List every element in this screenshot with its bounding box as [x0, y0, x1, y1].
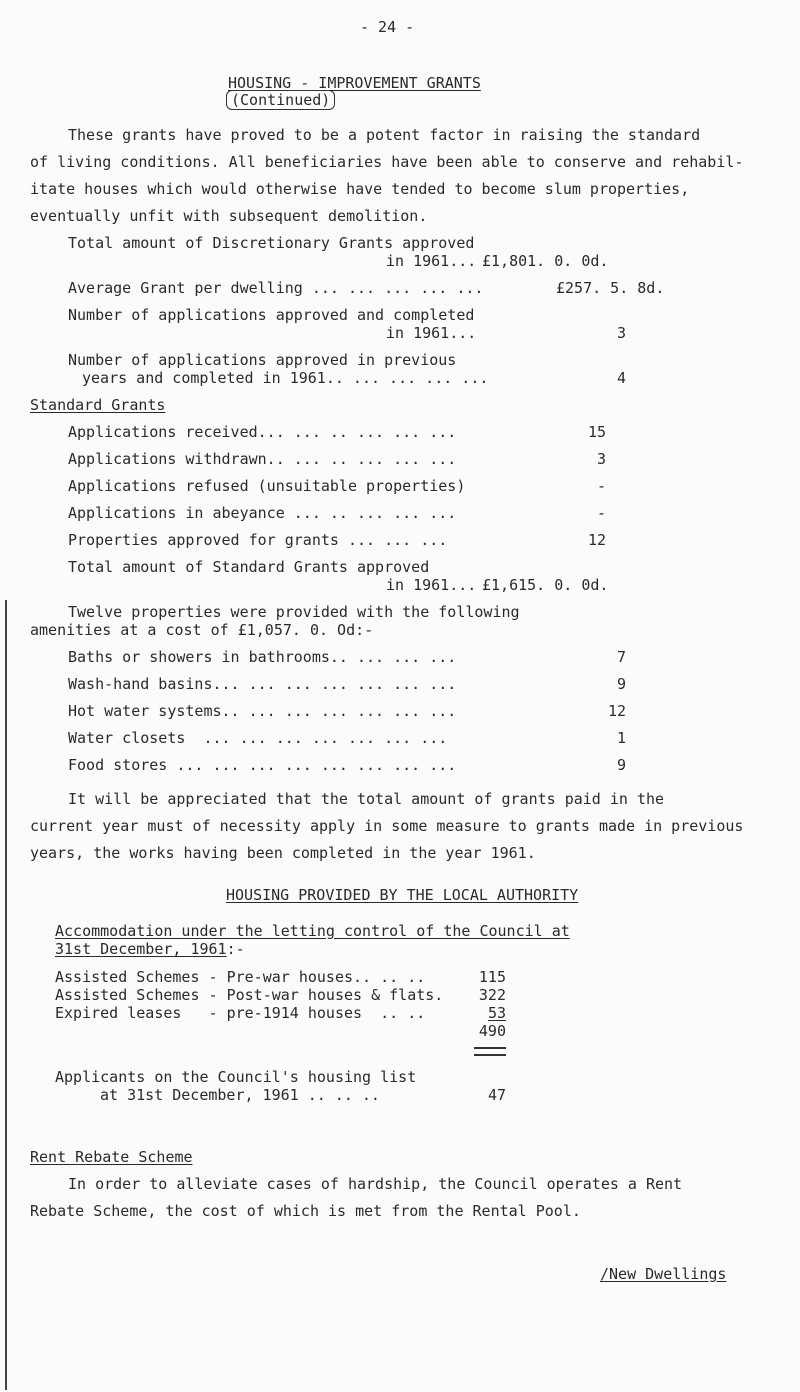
page-number: - 24 -: [360, 18, 415, 36]
applicants-value: 47: [487, 1086, 506, 1104]
amenity-row-value: 9: [616, 675, 626, 693]
standard-row-value: 3: [596, 450, 606, 468]
amenity-row-value: 7: [616, 648, 626, 666]
standard-row-value: -: [596, 477, 606, 495]
standard-total-label-year: in 1961...: [386, 576, 477, 594]
amenity-row-label: Hot water systems.. ... ... ... ... ... ...: [68, 702, 457, 720]
catchword: /New Dwellings: [600, 1265, 727, 1283]
standard-total-label: Total amount of Standard Grants approved: [68, 558, 430, 576]
amenity-row-label: Water closets ... ... ... ... ... ... ...: [68, 729, 448, 747]
applicants-label-2: at 31st December, 1961 .. .. ..: [100, 1086, 380, 1104]
standard-row-label: Applications refused (unsuitable properties): [68, 477, 466, 495]
amenity-row-label: Wash-hand basins... ... ... ... ... ... ...: [68, 675, 457, 693]
amenities-intro-1: Twelve properties were provided with the following: [68, 603, 520, 621]
continued-label: (Continued): [226, 90, 335, 110]
standard-grants-heading: Standard Grants: [30, 396, 166, 414]
local-authority-heading: HOUSING PROVIDED BY THE LOCAL AUTHORITY: [226, 886, 579, 904]
accommodation-row-value: 322: [478, 986, 506, 1004]
appreciation-line-1: It will be appreciated that the total amount of grants paid in the: [68, 790, 665, 808]
amenity-row-value: 12: [607, 702, 626, 720]
accommodation-total: 490: [478, 1022, 506, 1040]
average-grant-value: £257. 5. 8d.: [556, 279, 665, 297]
rent-rebate-text-2: Rebate Scheme, the cost of which is met from the Rental Pool.: [30, 1202, 581, 1220]
discretionary-total-value: £1,801. 0. 0d.: [482, 252, 609, 270]
total-double-rule: [474, 1047, 506, 1056]
standard-row-label: Applications received... ... .. ... ... ...: [68, 423, 457, 441]
average-grant-label: Average Grant per dwelling ... ... ... ... ...: [68, 279, 484, 297]
standard-row-value: 12: [587, 531, 606, 549]
amenities-intro-2: amenities at a cost of £1,057. 0. Od:-: [30, 621, 374, 639]
amenity-row-value: 9: [616, 756, 626, 774]
accommodation-row-label: Assisted Schemes - Post-war houses & flats.: [55, 986, 444, 1004]
standard-row-label: Applications withdrawn.. ... .. ... ... ...: [68, 450, 457, 468]
amenity-row-label: Food stores ... ... ... ... ... ... ... ...: [68, 756, 457, 774]
discretionary-total-label-year: in 1961...: [386, 252, 477, 270]
intro-line-3: itate houses which would otherwise have tended to become slum properties,: [30, 180, 690, 198]
previous-applications-label: Number of applications approved in previous: [68, 351, 457, 369]
rent-rebate-heading: Rent Rebate Scheme: [30, 1148, 193, 1166]
page-subtitle: [226, 91, 335, 109]
accommodation-row-label: Assisted Schemes - Pre-war houses.. .. ..: [55, 968, 426, 986]
standard-row-value: 15: [587, 423, 606, 441]
previous-applications-label-2: years and completed in 1961.. ... ... ... ...: [82, 369, 489, 387]
page-title: HOUSING - IMPROVEMENT GRANTS: [228, 74, 481, 92]
accommodation-row-value: 53: [487, 1004, 506, 1022]
applications-approved-value: 3: [616, 324, 626, 342]
amenity-row-value: 1: [616, 729, 626, 747]
accommodation-date-tail: :-: [226, 940, 245, 958]
accommodation-row-label: Expired leases - pre-1914 houses .. ..: [55, 1004, 426, 1022]
previous-applications-value: 4: [616, 369, 626, 387]
standard-row-label: Applications in abeyance ... .. ... ... ...: [68, 504, 457, 522]
accommodation-date: 31st December, 1961: [55, 940, 227, 958]
applicants-label: Applicants on the Council's housing list: [55, 1068, 417, 1086]
appreciation-line-3: years, the works having been completed in the year 1961.: [30, 844, 536, 862]
intro-line-1: These grants have proved to be a potent factor in raising the standard: [68, 126, 701, 144]
accommodation-date-line: [55, 940, 245, 958]
intro-line-4: eventually unfit with subsequent demolition.: [30, 207, 428, 225]
amenity-row-label: Baths or showers in bathrooms.. ... ... ...: [68, 648, 457, 666]
accommodation-heading: Accommodation under the letting control of the Council at: [55, 922, 570, 940]
scan-edge-line: [5, 600, 7, 1390]
intro-line-2: of living conditions. All beneficiaries have been able to conserve and rehabil-: [30, 153, 744, 171]
appreciation-line-2: current year must of necessity apply in some measure to grants made in previous: [30, 817, 744, 835]
standard-total-value: £1,615. 0. 0d.: [482, 576, 609, 594]
applications-approved-label-year: in 1961...: [386, 324, 477, 342]
accommodation-row-value: 115: [478, 968, 506, 986]
discretionary-total-label: Total amount of Discretionary Grants approved: [68, 234, 475, 252]
rent-rebate-text-1: In order to alleviate cases of hardship, the Council operates a Rent: [68, 1175, 683, 1193]
standard-row-label: Properties approved for grants ... ... ...: [68, 531, 448, 549]
standard-row-value: -: [596, 504, 606, 522]
applications-approved-label: Number of applications approved and completed: [68, 306, 475, 324]
